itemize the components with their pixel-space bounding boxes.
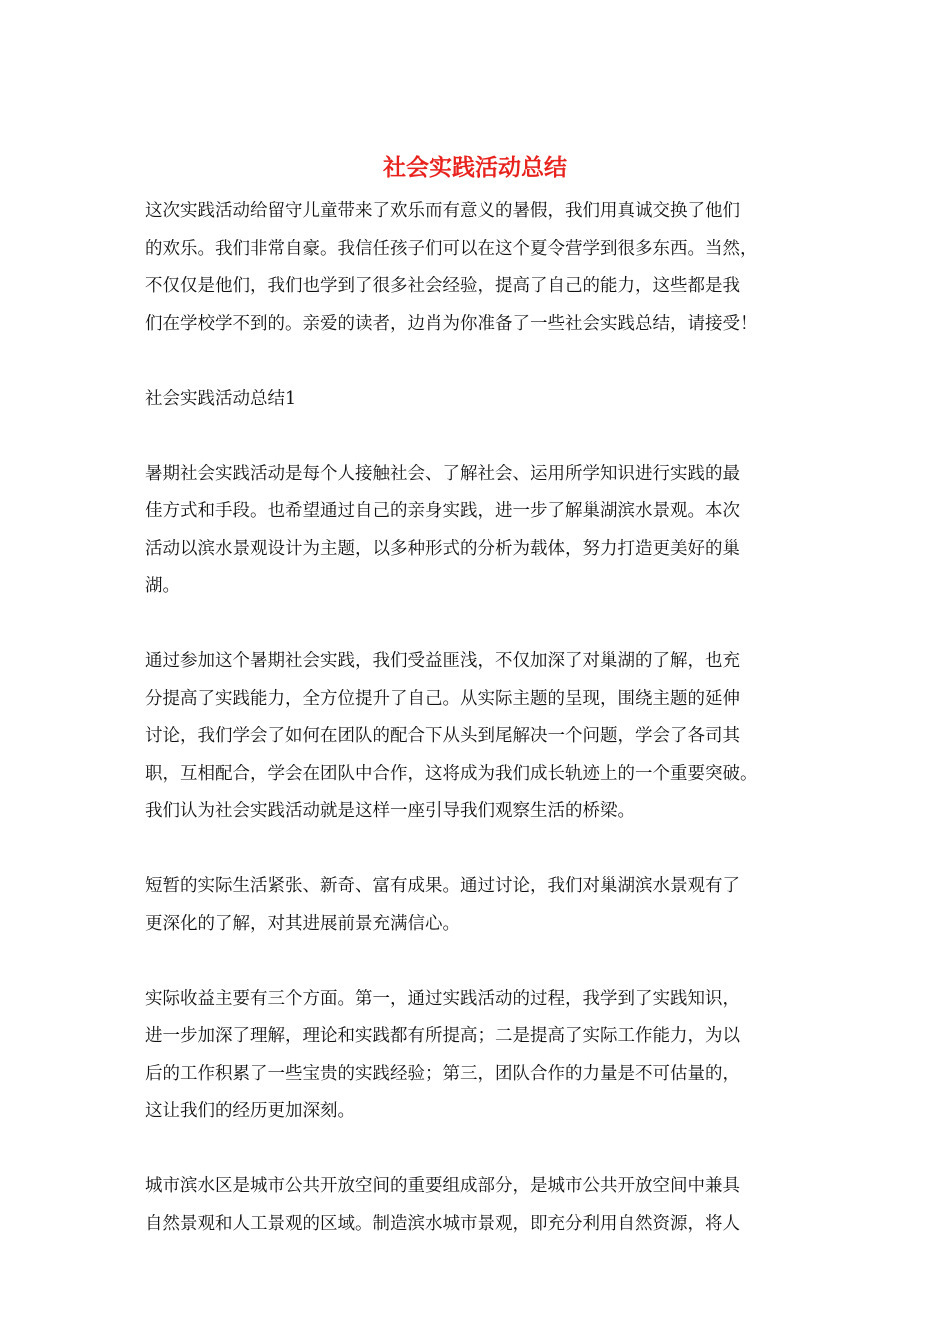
text-line: 不仅仅是他们，我们也学到了很多社会经验，提高了自己的能力，这些都是我 bbox=[145, 276, 740, 296]
text-line: 职，互相配合，学会在团队中合作，这将成为我们成长轨迹上的一个重要突破。 bbox=[145, 763, 758, 784]
text-line: 们在学校学不到的。亲爱的读者，边肖为你准备了一些社会实践总结，请接受！ bbox=[145, 313, 758, 334]
paragraph bbox=[145, 643, 810, 831]
document-body bbox=[145, 193, 810, 1243]
text-line: 讨论，我们学会了如何在团队的配合下从头到尾解决一个问题，学会了各司其 bbox=[145, 726, 740, 746]
paragraph-gap bbox=[145, 943, 810, 981]
paragraph bbox=[145, 981, 810, 1131]
text-line: 社会实践活动总结1 bbox=[145, 388, 297, 409]
section-heading bbox=[145, 381, 810, 419]
text-line: 短暂的实际生活紧张、新奇、富有成果。通过讨论，我们对巢湖滨水景观有了 bbox=[145, 876, 740, 896]
text-line: 通过参加这个暑期社会实践，我们受益匪浅，不仅加深了对巢湖的了解，也充 bbox=[145, 651, 740, 671]
text-line: 实际收益主要有三个方面。第一，通过实践活动的过程，我学到了实践知识， bbox=[145, 988, 740, 1009]
text-line: 暑期社会实践活动是每个人接触社会、了解社会、运用所学知识进行实践的最 bbox=[145, 463, 740, 484]
text-line: 城市滨水区是城市公共开放空间的重要组成部分，是城市公共开放空间中兼具 bbox=[145, 1176, 740, 1196]
paragraph-gap bbox=[145, 418, 810, 456]
paragraph-gap bbox=[145, 606, 810, 644]
text-line: 活动以滨水景观设计为主题，以多种形式的分析为载体，努力打造更美好的巢 bbox=[145, 538, 740, 559]
document-title: 社会实践活动总结 bbox=[383, 154, 567, 181]
paragraph-gap bbox=[145, 831, 810, 869]
text-line: 更深化的了解，对其进展前景充满信心。 bbox=[145, 913, 460, 934]
text-line: 后的工作积累了一些宝贵的实践经验；第三，团队合作的力量是不可估量的， bbox=[145, 1063, 740, 1084]
text-line: 佳方式和手段。也希望通过自己的亲身实践，进一步了解巢湖滨水景观。本次 bbox=[145, 501, 740, 521]
text-line: 自然景观和人工景观的区域。制造滨水城市景观，即充分利用自然资源，将人 bbox=[145, 1213, 740, 1234]
paragraph bbox=[145, 868, 810, 943]
text-line: 我们认为社会实践活动就是这样一座引导我们观察生活的桥梁。 bbox=[145, 801, 635, 821]
paragraph bbox=[145, 193, 810, 343]
text-line: 分提高了实践能力，全方位提升了自己。从实际主题的呈现，围绕主题的延伸 bbox=[145, 688, 740, 709]
paragraph-gap bbox=[145, 1131, 810, 1169]
text-line: 的欢乐。我们非常自豪。我信任孩子们可以在这个夏令营学到很多东西。当然， bbox=[145, 238, 758, 259]
paragraph-gap bbox=[145, 343, 810, 381]
text-line: 湖。 bbox=[145, 576, 180, 596]
paragraph bbox=[145, 456, 810, 606]
text-line: 进一步加深了理解，理论和实践都有所提高；二是提高了实际工作能力，为以 bbox=[145, 1026, 740, 1046]
text-line: 这次实践活动给留守儿童带来了欢乐而有意义的暑假，我们用真诚交换了他们 bbox=[145, 201, 740, 221]
text-line: 这让我们的经历更加深刻。 bbox=[145, 1101, 355, 1121]
paragraph bbox=[145, 1168, 810, 1243]
